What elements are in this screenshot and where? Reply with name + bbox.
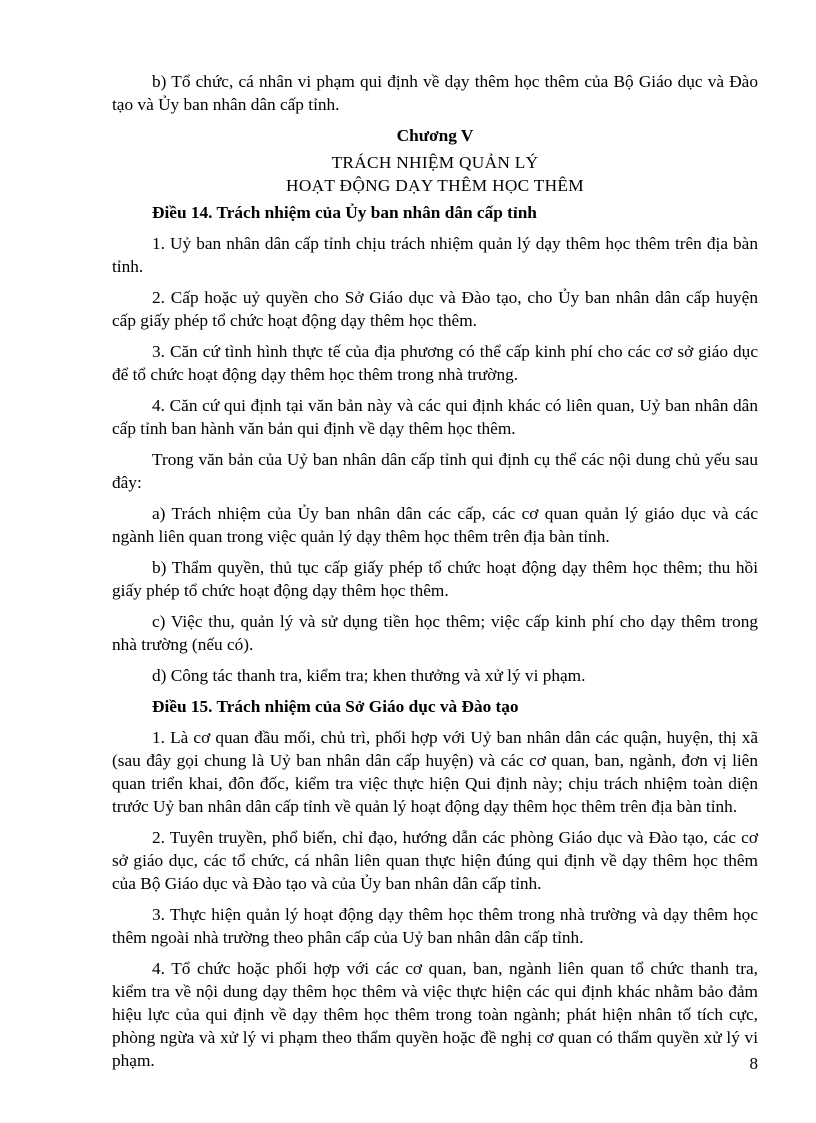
chapter-subtitle-line1: TRÁCH NHIỆM QUẢN LÝ — [331, 153, 539, 172]
document-page — [112, 70, 758, 1080]
article-15-paragraph-3: 3. Thực hiện quản lý hoạt động dạy thêm học thêm trong nhà trường và dạy thêm học thêm ngoài nhà trường theo phân cấp của Uỷ ban nhân dân cấp tỉnh. — [112, 905, 758, 947]
page-number: 8 — [749, 1054, 758, 1073]
article-14-item-b: b) Thẩm quyền, thủ tục cấp giấy phép tổ chức hoạt động dạy thêm học thêm; thu hồi giấy phép tổ chức hoạt động dạy thêm học thêm. — [112, 558, 758, 600]
paragraph-lead-b: b) Tổ chức, cá nhân vi phạm qui định về dạy thêm học thêm của Bộ Giáo dục và Đào tạo và Ủy ban nhân dân cấp tỉnh. — [112, 72, 758, 114]
article-14-heading: Điều 14. Trách nhiệm của Ủy ban nhân dân cấp tỉnh — [152, 203, 537, 222]
article-14-paragraph-5: Trong văn bản của Uỷ ban nhân dân cấp tỉnh qui định cụ thể các nội dung chủ yếu sau đây: — [112, 450, 758, 492]
article-15-paragraph-2: 2. Tuyên truyền, phổ biến, chỉ đạo, hướng dẫn các phòng Giáo dục và Đào tạo, các cơ sở giáo dục, các tổ chức, cá nhân liên quan thực hiện đúng qui định về dạy thêm học thêm của Bộ Giáo dục và Đào tạo và của Ủy ban nhân dân cấp tỉnh. — [112, 828, 758, 893]
article-14-item-c: c) Việc thu, quản lý và sử dụng tiền học thêm; việc cấp kinh phí cho dạy thêm trong nhà trường (nếu có). — [112, 612, 758, 654]
article-15-paragraph-4: 4. Tổ chức hoặc phối hợp với các cơ quan, ban, ngành liên quan tổ chức thanh tra, kiểm tra về nội dung dạy thêm học thêm và việc thực hiện các qui định khác nhằm bảo đảm hiệu lực của qui định về dạy thêm học thêm trong toàn ngành; phát hiện nhân tố tích cực, phòng ngừa và xử lý vi phạm theo thẩm quyền hoặc đề nghị cơ quan có thẩm quyền xử lý vi phạm. — [112, 959, 758, 1070]
article-14-item-d: d) Công tác thanh tra, kiểm tra; khen thưởng và xử lý vi phạm. — [152, 666, 586, 685]
article-14-item-a: a) Trách nhiệm của Ủy ban nhân dân các cấp, các cơ quan quản lý giáo dục và các ngành liên quan trong việc quản lý dạy thêm học thêm trên địa bàn tỉnh. — [112, 504, 758, 546]
article-14-paragraph-3: 3. Căn cứ tình hình thực tế của địa phương có thể cấp kinh phí cho các cơ sở giáo dục để tổ chức hoạt động dạy thêm học thêm trong nhà trường. — [112, 342, 758, 384]
article-15-paragraph-1: 1. Là cơ quan đầu mối, chủ trì, phối hợp với Uỷ ban nhân dân các quận, huyện, thị xã (sau đây gọi chung là Uỷ ban nhân dân cấp huyện) và các cơ quan, ban, ngành, đơn vị liên quan triển khai, đôn đốc, kiểm tra việc thực hiện Qui định này; chịu trách nhiệm toàn diện trước Uỷ ban nhân dân cấp tỉnh về quản lý hoạt động dạy thêm học thêm trên địa bàn tỉnh. — [112, 728, 758, 816]
article-14-paragraph-2: 2. Cấp hoặc uỷ quyền cho Sở Giáo dục và Đào tạo, cho Ủy ban nhân dân cấp huyện cấp giấy phép tổ chức hoạt động dạy thêm học thêm. — [112, 288, 758, 330]
article-14-paragraph-4: 4. Căn cứ qui định tại văn bản này và các qui định khác có liên quan, Uỷ ban nhân dân cấp tỉnh ban hành văn bản qui định về dạy thêm học thêm. — [112, 396, 758, 438]
chapter-subtitle-line2: HOẠT ĐỘNG DẠY THÊM HỌC THÊM — [286, 176, 584, 195]
chapter-title: Chương V — [396, 126, 474, 145]
article-14-paragraph-1: 1. Uỷ ban nhân dân cấp tỉnh chịu trách nhiệm quản lý dạy thêm học thêm trên địa bàn tỉnh. — [112, 234, 758, 276]
article-15-heading: Điều 15. Trách nhiệm của Sở Giáo dục và Đào tạo — [152, 697, 519, 716]
